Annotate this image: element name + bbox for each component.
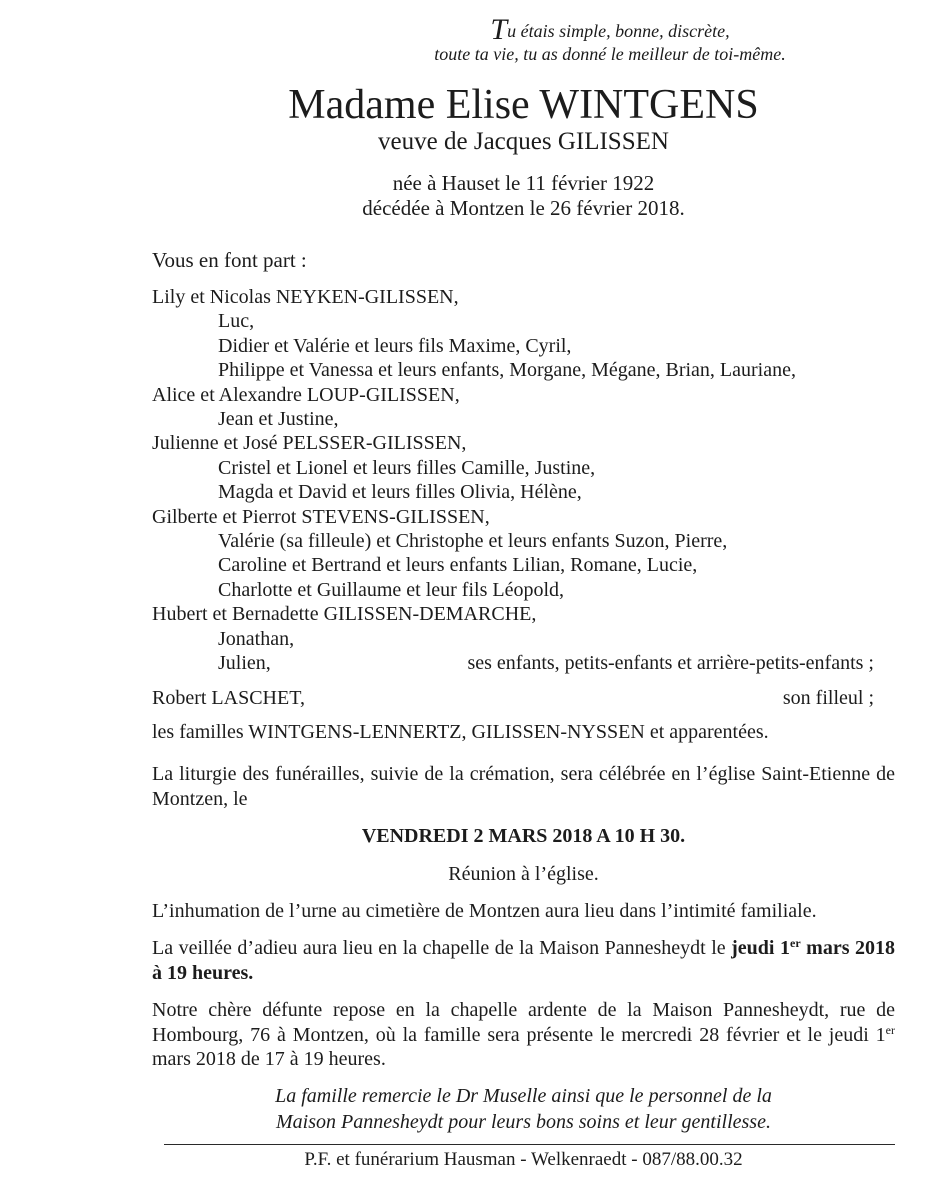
death-line: décédée à Montzen le 26 février 2018.: [362, 196, 685, 220]
godson-name: Robert LASCHET,: [152, 686, 305, 709]
thanks-block: [152, 1083, 895, 1135]
family-line: Gilberte et Pierrot STEVENS-GILISSEN,: [152, 505, 490, 528]
family-line: Charlotte et Guillaume et leur fils Léopold,: [218, 578, 565, 601]
vigil-text: La veillée d’adieu aura lieu en la chapelle de la Maison Pannesheydt le: [152, 937, 732, 960]
repose-paragraph: Notre chère défunte repose en la chapelle ardente de la Maison Pannesheydt, rue de Hombourg, 76 à Montzen, où la famille sera présente le mercredi 28 février et le jeudi 1er mars 2018 de 17 à 19 heures.: [152, 999, 895, 1070]
descendants-row: [152, 651, 895, 675]
deceased-name: Madame Elise WINTGENS: [288, 82, 759, 128]
ordinal-superscript: er: [790, 936, 801, 951]
descendants-name: Julien,: [218, 652, 271, 675]
related-families-line: les familles WINTGENS-LENNERTZ, GILISSEN-NYSSEN et apparentées.: [152, 720, 769, 743]
family-line: Lily et Nicolas NEYKEN-GILISSEN,: [152, 286, 459, 308]
vigil-date-bold: jeudi 1er mars 2018 à 19 heures.: [152, 936, 895, 984]
thanks-line-2: Maison Pannesheydt pour leurs bons soins et leur gentillesse.: [276, 1111, 771, 1134]
family-line: Valérie (sa filleule) et Christophe et leurs enfants Suzon, Pierre,: [218, 530, 728, 553]
family-line: Philippe et Vanessa et leurs enfants, Morgane, Mégane, Brian, Lauriane,: [218, 359, 796, 382]
family-line: Julienne et José PELSSER-GILISSEN,: [152, 432, 467, 455]
funeral-date-line: VENDREDI 2 MARS 2018 A 10 H 30.: [361, 825, 686, 848]
quote-line-1-text: u étais simple, bonne, discrète,: [507, 21, 730, 41]
obituary-page: [0, 13, 947, 1197]
quote-line-2: toute ta vie, tu as donné le meilleur de toi-même.: [434, 44, 786, 64]
family-line: Cristel et Lionel et leurs filles Camille, Justine,: [218, 456, 596, 479]
family-line: Magda et David et leurs filles Olivia, Hélène,: [218, 481, 582, 504]
meeting-line: Réunion à l’église.: [448, 862, 599, 885]
godson-label: son filleul ;: [782, 686, 874, 709]
memorial-quote: [350, 13, 870, 66]
family-line: Didier et Valérie et leurs fils Maxime, Cyril,: [218, 334, 572, 357]
godson-row: [152, 686, 895, 710]
liturgy-paragraph: La liturgie des funérailles, suivie de la crémation, sera célébrée en l’église Saint-Etienne de Montzen, le: [152, 763, 895, 810]
thanks-line-1: La famille remercie le Dr Muselle ainsi que le personnel de la: [275, 1085, 772, 1108]
family-line: Hubert et Bernadette GILISSEN-DEMARCHE,: [152, 603, 537, 626]
announcement-intro: Vous en font part :: [152, 248, 307, 272]
family-line: Luc,: [218, 310, 255, 333]
life-dates: [152, 171, 895, 221]
funeral-home-line: P.F. et funérarium Hausman - Welkenraedt - 087/88.00.32: [304, 1149, 743, 1171]
birth-line: née à Hauset le 11 février 1922: [392, 171, 655, 195]
ordinal-superscript: er: [885, 1022, 895, 1037]
quote-line-1: [350, 13, 870, 46]
family-line: Jonathan,: [218, 627, 295, 650]
deceased-relation: veuve de Jacques GILISSEN: [378, 128, 669, 155]
descendants-label: ses enfants, petits-enfants et arrière-petits-enfants ;: [467, 652, 874, 675]
family-line: Jean et Justine,: [218, 408, 339, 431]
vigil-paragraph: [152, 936, 895, 985]
family-list: [152, 285, 895, 651]
family-line: Alice et Alexandre LOUP-GILISSEN,: [152, 383, 460, 406]
family-line: Caroline et Bertrand et leurs enfants Lilian, Romane, Lucie,: [218, 554, 698, 577]
footer-divider: [164, 1144, 895, 1145]
quote-initial: T: [490, 13, 508, 46]
inhumation-paragraph: L’inhumation de l’urne au cimetière de Montzen aura lieu dans l’intimité familiale.: [152, 899, 817, 922]
